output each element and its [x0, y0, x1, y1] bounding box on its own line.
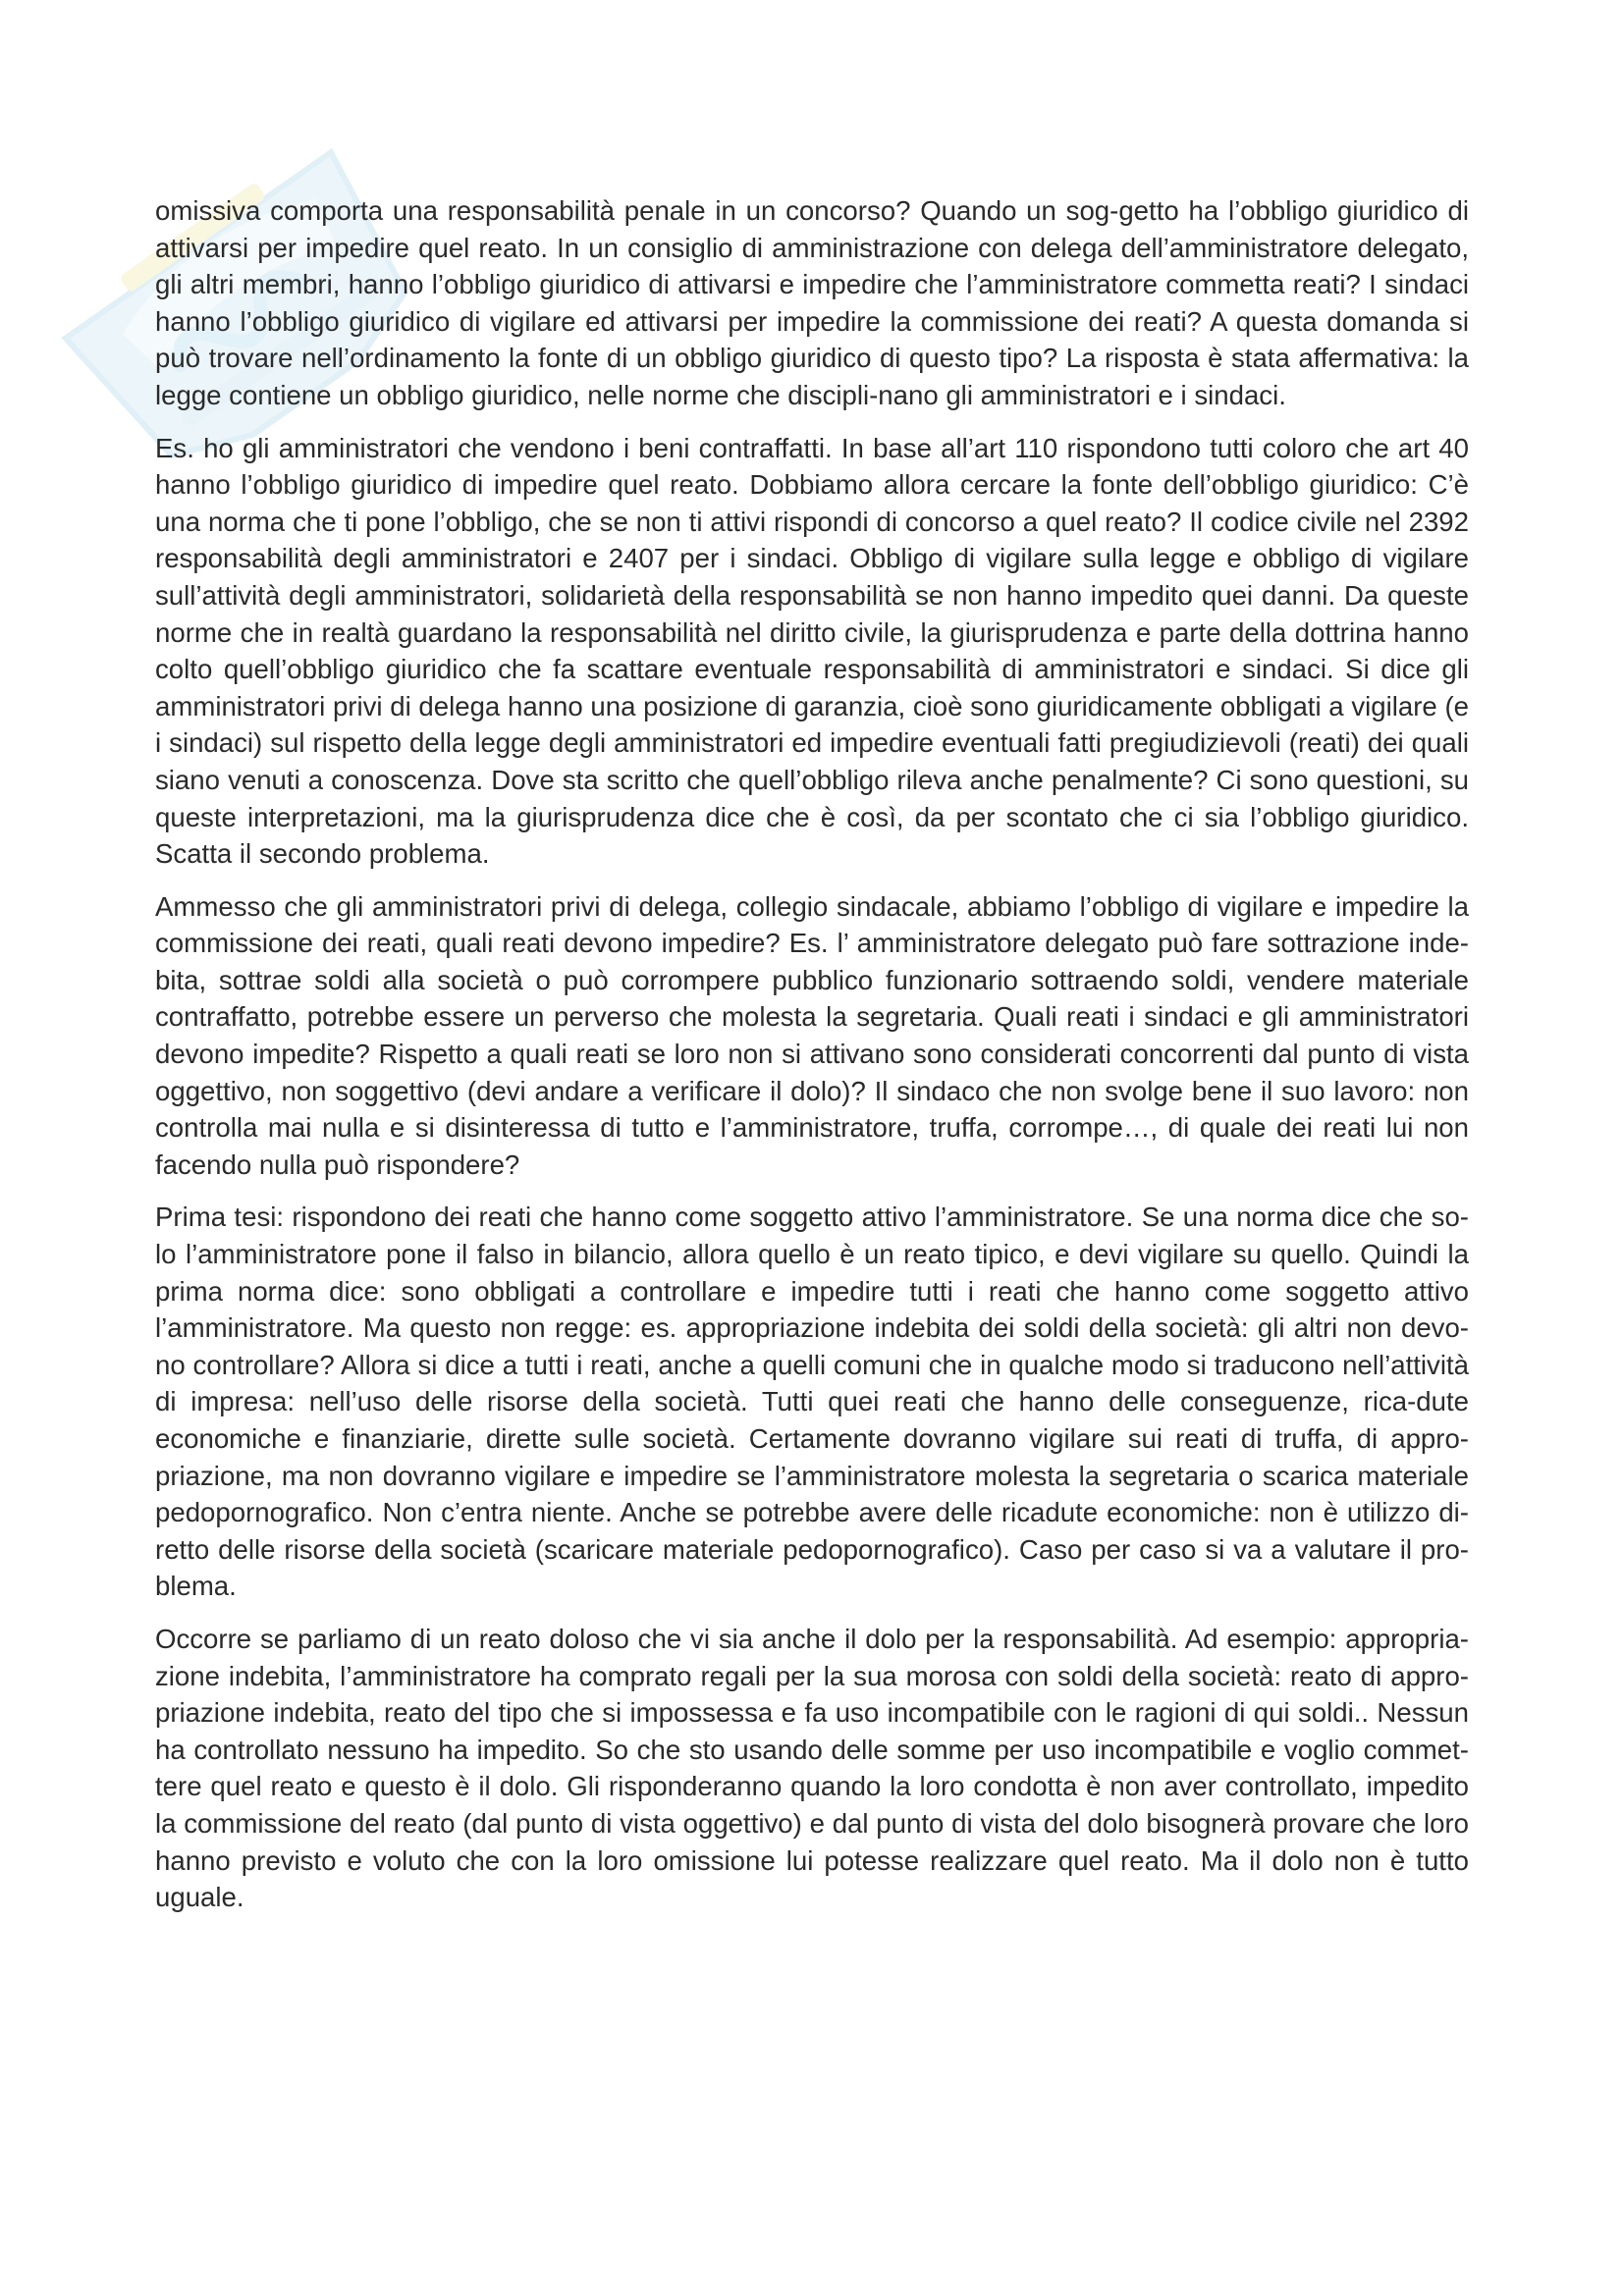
- paragraph-2: Es. ho gli amministratori che vendono i beni contraffatti. In base all’art 110 rispondono tutti coloro che art 40 hanno l’obbligo giuridico di impedire quel reato. Dobbiamo allora cercare la fonte dell’obbligo giuridico: C’è una norma che ti pone l’obbligo, che se non ti attivi rispondi di concorso a quel reato? Il codice civile nel 2392 responsabilità degli amministratori e 2407 per i sindaci. Obbligo di vigilare sulla legge e obbligo di vigilare sull’attività degli amministratori, solidarietà della responsabilità se non hanno impedito quei danni. Da queste norme che in realtà guardano la responsabilità nel diritto civile, la giurisprudenza e parte della dottrina hanno colto quell’obbligo giuridico che fa scattare eventuale responsabilità di amministratori e sindaci. Si dice gli amministratori privi di delega hanno una posizione di garanzia, cioè sono giuridicamente obbligati a vigilare (e i sindaci) sul rispetto della legge degli amministratori ed impedire eventuali fatti pregiudizievoli (reati) dei quali siano venuti a conoscenza. Dove sta scritto che quell’obbligo rileva anche penalmente? Ci sono questioni, su queste interpretazioni, ma la giurisprudenza dice che è così, da per scontato che ci sia l’obbligo giuridico. Scatta il secondo problema.: [155, 432, 1469, 870]
- document-body: [155, 192, 1469, 1932]
- paragraph-1: omissiva comporta una responsabilità penale in un concorso? Quando un sog-getto ha l’obbligo giuridico di attivarsi per impedire quel reato. In un consiglio di amministrazione con delega dell’amministratore delegato, gli altri membri, hanno l’obbligo giuridico di attivarsi e impedire che l’amministratore commetta reati? I sindaci hanno l’obbligo giuridico di vigilare ed attivarsi per impedire la commissione dei reati? A questa domanda si può trovare nell’ordinamento la fonte di un obbligo giuridico di questo tipo? La risposta è stata affermativa: la legge contiene un obbligo giuridico, nelle norme che discipli-nano gli amministratori e i sindaci.: [155, 195, 1469, 410]
- paragraph-4: Prima tesi: rispondono dei reati che hanno come soggetto attivo l’amministratore. Se una norma dice che so-lo l’amministratore pone il falso in bilancio, allora quello è un reato tipico, e devi vigilare su quello. Quindi la prima norma dice: sono obbligati a controllare e impedire tutti i reati che hanno come soggetto attivo l’amministratore. Ma questo non regge: es. appropriazione indebita dei soldi della società: gli altri non devo-no controllare? Allora si dice a tutti i reati, anche a quelli comuni che in qualche modo si traducono nell’attività di impresa: nell’uso delle risorse della società. Tutti quei reati che hanno delle conseguenze, rica-dute economiche e finanziarie, dirette sulle società. Certamente dovranno vigilare sui reati di truffa, di appro-priazione, ma non dovranno vigilare e impedire se l’amministratore molesta la segretaria o scarica materiale pedopornografico. Non c’entra niente. Anche se potrebbe avere delle ricadute economiche: non è utilizzo di-retto delle risorse della società (scaricare materiale pedopornografico). Caso per caso si va a valutare il pro-blema.: [155, 1201, 1469, 1602]
- paragraph-3: Ammesso che gli amministratori privi di delega, collegio sindacale, abbiamo l’obbligo di vigilare e impedire la commissione dei reati, quali reati devono impedire? Es. l’ amministratore delegato può fare sottrazione inde-bita, sottrae soldi alla società o può corrompere pubblico funzionario sottraendo soldi, vendere materiale contraffatto, potrebbe essere un perverso che molesta la segretaria. Quali reati i sindaci e gli amministratori devono impedite? Rispetto a quali reati se loro non si attivano sono considerati concorrenti dal punto di vista oggettivo, non soggettivo (devi andare a verificare il dolo)? Il sindaco che non svolge bene il suo lavoro: non controlla mai nulla e si disinteressa di tutto e l’amministratore, truffa, corrompe…, di quale dei reati lui non facendo nulla può rispondere?: [155, 890, 1469, 1180]
- paragraph-5: Occorre se parliamo di un reato doloso che vi sia anche il dolo per la responsabilità. Ad esempio: appropria-zione indebita, l’amministratore ha comprato regali per la sua morosa con soldi della società: reato di appro-priazione indebita, reato del tipo che si impossessa e fa uso incompatibile con le ragioni di qui soldi.. Nessun ha controllato nessuno ha impedito. So che sto usando delle somme per uso incompatibile e voglio commet-tere quel reato e questo è il dolo. Gli risponderanno quando la loro condotta è non aver controllato, impedito la commissione del reato (dal punto di vista oggettivo) e dal punto di vista del dolo bisognerà provare che loro hanno previsto e voluto che con la loro omissione lui potesse realizzare quel reato. Ma il dolo non è tutto uguale.: [155, 1623, 1469, 1913]
